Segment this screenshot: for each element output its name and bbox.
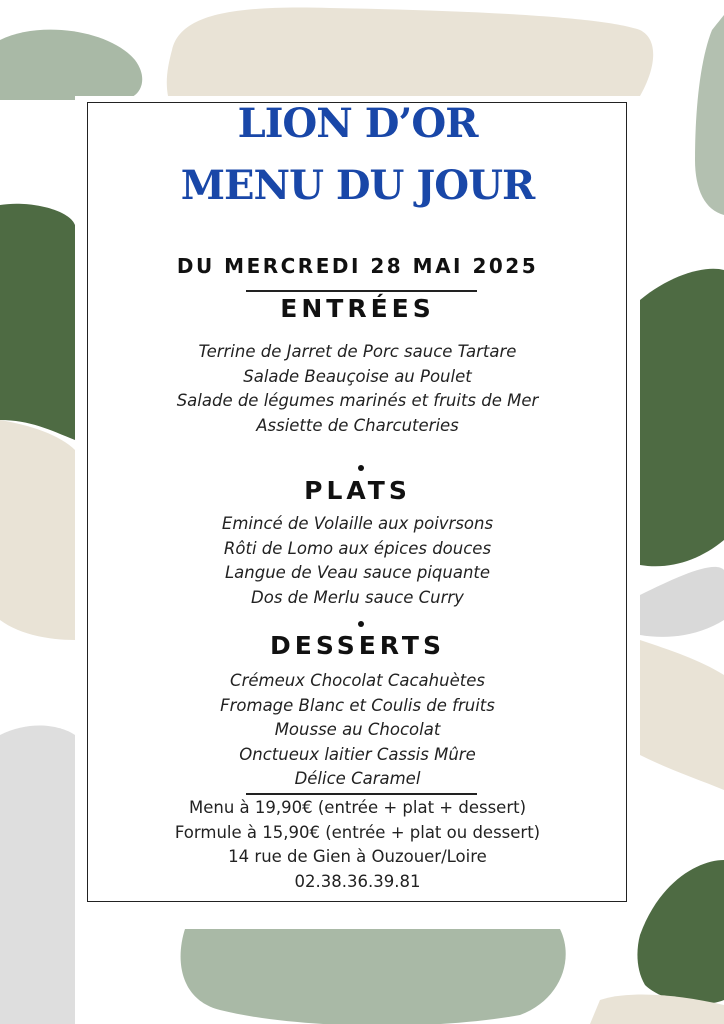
grey-blob-left (0, 726, 75, 1024)
sage-blob-top-right (695, 15, 724, 215)
plats-heading: PLATS (304, 476, 411, 505)
menu-title: MENU DU JOUR (180, 162, 535, 209)
list-item: Onctueux laitier Cassis Mûre (239, 744, 476, 764)
divider-top (246, 290, 477, 292)
sage-blob-bottom (181, 929, 566, 1024)
plats-list (75, 512, 640, 610)
sage-blob-top-left (0, 30, 142, 100)
grey-blob-right (640, 567, 724, 637)
formule-price: Formule à 15,90€ (entrée + plat ou dessert) (174, 822, 541, 842)
list-item: Assiette de Charcuteries (256, 415, 459, 435)
desserts-heading: DESSERTS (270, 631, 445, 660)
footer (75, 796, 640, 894)
list-item: Délice Caramel (294, 769, 421, 788)
desserts-list (75, 669, 640, 792)
dark-green-blob-right (640, 269, 724, 567)
phone-number: 02.38.36.39.81 (294, 871, 421, 891)
entrees-heading: ENTRÉES (280, 294, 435, 323)
list-item: Emincé de Volaille aux poivrsons (221, 514, 494, 533)
restaurant-name: LION D’OR (237, 100, 478, 147)
list-item: Mousse au Chocolat (274, 720, 441, 739)
list-item: Terrine de Jarret de Porc sauce Tartare (198, 342, 517, 361)
dark-green-blob-left (0, 204, 75, 440)
menu-date: DU MERCREDI 28 MAI 2025 (176, 254, 539, 278)
list-item: Salade Beauçoise au Poulet (243, 366, 472, 386)
list-item: Fromage Blanc et Coulis de fruits (220, 695, 495, 715)
address: 14 rue de Gien à Ouzouer/Loire (228, 847, 487, 866)
divider-bottom (246, 793, 477, 795)
list-item: Rôti de Lomo aux épices douces (223, 538, 492, 558)
list-item: Dos de Merlu sauce Curry (251, 587, 464, 607)
menu-price: Menu à 19,90€ (entrée + plat + dessert) (188, 798, 527, 817)
menu-card (75, 96, 640, 929)
beige-blob-right (640, 640, 724, 790)
list-item: Salade de légumes marinés et fruits de Mer (176, 391, 539, 410)
beige-blob-top (167, 7, 653, 96)
bullet-dot (358, 465, 364, 471)
beige-blob-left (0, 420, 75, 640)
list-item: Crémeux Chocolat Cacahuètes (230, 671, 485, 690)
list-item: Langue de Veau sauce piquante (224, 563, 491, 582)
entrees-list (75, 340, 640, 438)
bullet-dot (358, 621, 364, 627)
dark-green-blob-bottom-right (637, 860, 724, 1004)
